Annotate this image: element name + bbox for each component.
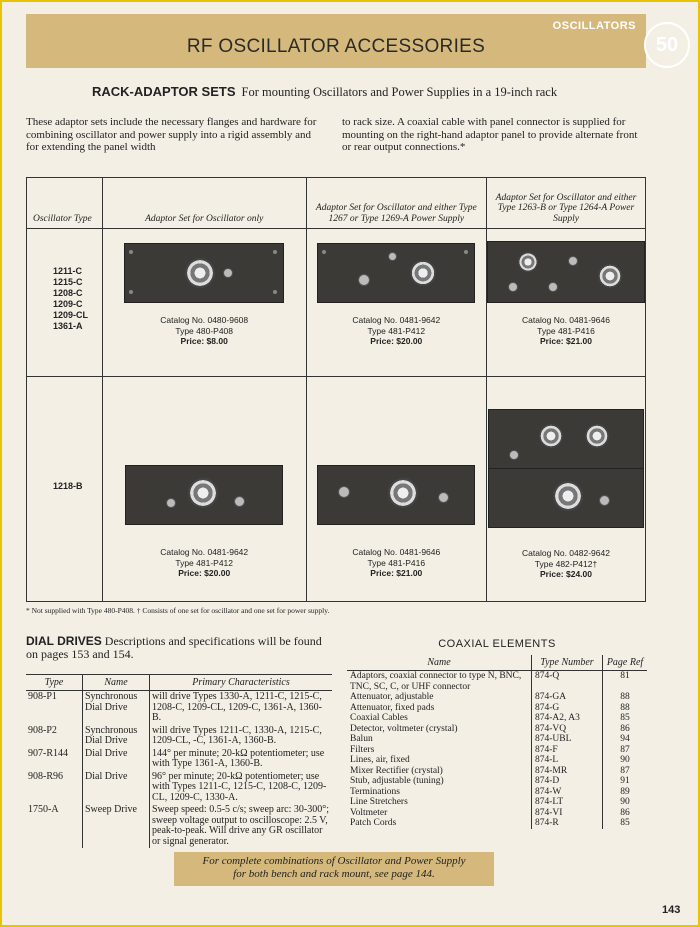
- rack-panel-image: [125, 465, 283, 525]
- drive-desc: 96° per minute; 20-kΩ potentiometer; use with Types 1211-C, 1215-C, 1208-C, 1209-CL, 1209-C, 1330-A.: [150, 771, 333, 805]
- table-row: [347, 808, 647, 819]
- col-name: Name: [347, 655, 532, 671]
- table-footnote: * Not supplied with Type 480-P408. † Consists of one set for oscillator and one set for power supply.: [26, 606, 330, 615]
- drive-desc: Sweep speed: 0.5-5 c/s; sweep arc: 30-300°; sweep voltage output to oscilloscope: 2.5 V, peak-to-peak. Will drive any GR oscillator or signal generator.: [150, 804, 333, 848]
- page-number: 143: [662, 904, 681, 916]
- anniversary-seal-icon: [644, 22, 690, 68]
- coax-name: Voltmeter: [350, 807, 388, 818]
- drive-name: Synchronous Dial Drive: [83, 725, 150, 748]
- drive-type: 1750-A: [28, 804, 59, 815]
- type-label: 1209-C: [53, 299, 83, 309]
- table-row: [347, 787, 647, 798]
- drive-type: 907-R144: [28, 747, 68, 759]
- col-type: Type: [26, 675, 83, 691]
- catalog-caption: [103, 547, 306, 579]
- type-label: 1215-C: [53, 277, 83, 287]
- type-number: Type 481-P416: [367, 557, 426, 568]
- catalog-number: Catalog No. 0481-9642: [352, 315, 441, 325]
- catalog-caption: [103, 315, 306, 347]
- type-label: 1209-CL: [53, 310, 89, 320]
- drive-name: Dial Drive: [83, 748, 150, 771]
- coax-name: Balun: [350, 734, 373, 744]
- coax-name: Line Stretchers: [350, 797, 408, 807]
- col-power-1263: Adaptor Set for Oscillator and either Type 1263-B or Type 1264-A Power Supply: [487, 178, 646, 229]
- table-row: [347, 713, 647, 724]
- page-title: RF OSCILLATOR ACCESSORIES: [186, 36, 486, 57]
- rack-panel-image-upper: [488, 409, 644, 469]
- price: Price: $8.00: [180, 336, 228, 346]
- coax-page: 94: [603, 734, 648, 745]
- coax-name: Terminations: [350, 786, 400, 797]
- cell-row2-482-p412: [487, 377, 646, 602]
- coax-page: 88: [603, 703, 648, 714]
- coax-type: 874-W: [532, 787, 603, 798]
- coax-page: 85: [603, 713, 648, 724]
- coax-page: 87: [603, 745, 648, 756]
- type-label: 1361-A: [53, 321, 83, 331]
- header-bar: [26, 14, 646, 68]
- price: Price: $21.00: [370, 568, 423, 578]
- table-row: [347, 692, 647, 703]
- coax-name: Detector, voltmeter (crystal): [350, 723, 458, 734]
- coax-page: 86: [603, 724, 648, 735]
- coax-type: 874-A2, A3: [532, 713, 603, 724]
- drive-type: 908-P2: [28, 724, 57, 736]
- seal-text: 50: [655, 33, 679, 56]
- adaptor-table: [26, 177, 646, 602]
- price: Price: $24.00: [540, 569, 592, 579]
- dial-drives-title: DIAL DRIVES: [26, 634, 102, 648]
- drive-name: Dial Drive: [83, 771, 150, 805]
- catalog-caption: [487, 315, 645, 347]
- col-power-1267: Adaptor Set for Oscillator and either Type 1267 or Type 1269-A Power Supply: [306, 178, 486, 229]
- table-row: [347, 766, 647, 777]
- type-number: Type 481-P412: [175, 557, 234, 568]
- coax-page: 87: [603, 766, 648, 777]
- coax-type: 874-UBL: [532, 734, 603, 745]
- coax-page: 90: [603, 797, 648, 808]
- coax-name: Adaptors, coaxial connector to type N, BNC, TNC, SC, C, or UHF connector: [350, 671, 522, 692]
- coax-page: 89: [603, 787, 648, 798]
- coax-name: Stub, adjustable (tuning): [350, 776, 444, 786]
- drive-name: Sweep Drive: [83, 804, 150, 848]
- intro-left: These adaptor sets include the necessary flanges and hardware for combining oscillator and power supply into a rigid assembly and for extending the panel width: [26, 116, 317, 153]
- row1-types: [27, 229, 103, 377]
- table-row: [347, 745, 647, 756]
- table-row: [347, 671, 647, 693]
- type-number: Type 481-P416: [537, 325, 595, 336]
- coax-type: 874-VI: [532, 808, 603, 819]
- table-row: [26, 804, 332, 848]
- type-number: Type 482-P412†: [534, 558, 598, 569]
- rack-panel-image: [317, 465, 475, 525]
- table-row: [347, 797, 647, 808]
- cell-row2-481-p416: [306, 377, 486, 602]
- coaxial-title: COAXIAL ELEMENTS: [438, 638, 556, 650]
- coax-page: 81: [603, 671, 648, 693]
- catalog-number: Catalog No. 0480-9608: [160, 315, 249, 325]
- col-oscillator-type: Oscillator Type: [27, 178, 103, 229]
- rack-panel-image: [124, 243, 284, 303]
- coax-name: Attenuator, fixed pads: [350, 702, 435, 713]
- coaxial-table: [347, 655, 647, 829]
- coax-type: 874-G: [532, 703, 603, 714]
- catalog-caption: [307, 547, 486, 579]
- drive-desc: 144° per minute; 20-kΩ potentiometer; use with Type 1361-A, 1360-B.: [150, 748, 333, 771]
- catalog-number: Catalog No. 0481-9646: [522, 315, 610, 325]
- rack-panel-image: [487, 241, 645, 303]
- table-row: [26, 725, 332, 748]
- table-row: [347, 734, 647, 745]
- coax-page: 88: [603, 692, 648, 703]
- rack-heading-title: RACK-ADAPTOR SETS: [92, 84, 236, 99]
- coax-type: 874-D: [532, 776, 603, 787]
- coax-type: 874-L: [532, 755, 603, 766]
- cell-row2-481-p412: [102, 377, 306, 602]
- type-number: Type 481-P412: [367, 325, 426, 336]
- coax-name: Coaxial Cables: [350, 713, 408, 723]
- section-label: OSCILLATORS: [552, 20, 636, 32]
- coax-type: 874-LT: [532, 797, 603, 808]
- catalog-number: Catalog No. 0482-9642: [522, 548, 610, 558]
- coax-page: 86: [603, 808, 648, 819]
- banner-line-2: for both bench and rack mount, see page 144.: [233, 868, 435, 880]
- rack-panel-image-lower: [488, 469, 644, 528]
- price: Price: $21.00: [540, 336, 592, 346]
- price: Price: $20.00: [178, 568, 231, 578]
- drive-desc: will drive Types 1211-C, 1330-A, 1215-C, 1209-CL, -C, 1361-A, 1360-B.: [150, 725, 333, 748]
- row2-types: [27, 377, 103, 602]
- catalog-number: Catalog No. 0481-9646: [352, 547, 441, 557]
- coax-type: 874-MR: [532, 766, 603, 777]
- coax-page: 91: [603, 776, 648, 787]
- dial-drives-text: Descriptions and specifications will be found on pages 153 and 154.: [26, 634, 322, 661]
- dial-drives-table: [26, 674, 332, 848]
- rack-panel-image: [317, 243, 475, 303]
- coax-name: Filters: [350, 744, 375, 755]
- cell-481-p412: [306, 229, 486, 377]
- col-page-ref: Page Ref: [603, 655, 648, 671]
- col-name: Name: [83, 675, 150, 691]
- bottom-banner: [174, 852, 494, 886]
- coax-type: 874-VQ: [532, 724, 603, 735]
- type-label: 1211-C: [53, 266, 83, 276]
- drive-desc: will drive Types 1330-A, 1211-C, 1215-C, 1208-C, 1209-CL, 1209-C, 1361-A, 1360-B.: [150, 691, 333, 725]
- coax-name: Patch Cords: [350, 818, 397, 828]
- coax-type: 874-R: [532, 818, 603, 829]
- table-row: [347, 724, 647, 735]
- table-row: [347, 703, 647, 714]
- col-characteristics: Primary Characteristics: [150, 675, 333, 691]
- col-oscillator-only: Adaptor Set for Oscillator only: [102, 178, 306, 229]
- table-row: [347, 818, 647, 829]
- drive-type: 908-P1: [28, 691, 57, 702]
- banner-line-1: For complete combinations of Oscillator and Power Supply: [202, 855, 466, 867]
- type-label: 1218-B: [53, 481, 83, 491]
- coax-page: 90: [603, 755, 648, 766]
- coax-type: 874-Q: [532, 671, 603, 693]
- table-row: [347, 776, 647, 787]
- catalog-number: Catalog No. 0481-9642: [160, 547, 249, 557]
- rack-subheading: For mounting Oscillators and Power Supplies in a 19-inch rack: [241, 85, 558, 99]
- drive-name: Synchronous Dial Drive: [83, 691, 150, 725]
- type-label: 1208-C: [53, 288, 83, 298]
- coax-name: Attenuator, adjustable: [350, 692, 434, 702]
- type-number: Type 480-P408: [175, 325, 234, 336]
- coax-name: Lines, air, fixed: [350, 755, 410, 765]
- coax-name: Mixer Rectifier (crystal): [350, 765, 443, 776]
- dial-drives-heading: [26, 635, 336, 661]
- table-row: [347, 755, 647, 766]
- table-row: [26, 748, 332, 771]
- catalog-caption: [307, 315, 486, 347]
- price: Price: $20.00: [370, 336, 423, 346]
- col-type-number: Type Number: [532, 655, 603, 671]
- intro-right: to rack size. A coaxial cable with panel connector is supplied for mounting on the right-hand adaptor panel to provide alternate front or rear output connections.*: [342, 116, 638, 153]
- rack-heading: [92, 84, 557, 100]
- coax-type: 874-F: [532, 745, 603, 756]
- catalog-caption: [487, 548, 645, 580]
- coax-page: 85: [603, 818, 648, 829]
- cell-481-p416: [487, 229, 646, 377]
- cell-480-p408: [102, 229, 306, 377]
- table-row: [26, 771, 332, 805]
- table-row: [26, 691, 332, 725]
- coax-type: 874-GA: [532, 692, 603, 703]
- drive-type: 908-R96: [28, 770, 63, 782]
